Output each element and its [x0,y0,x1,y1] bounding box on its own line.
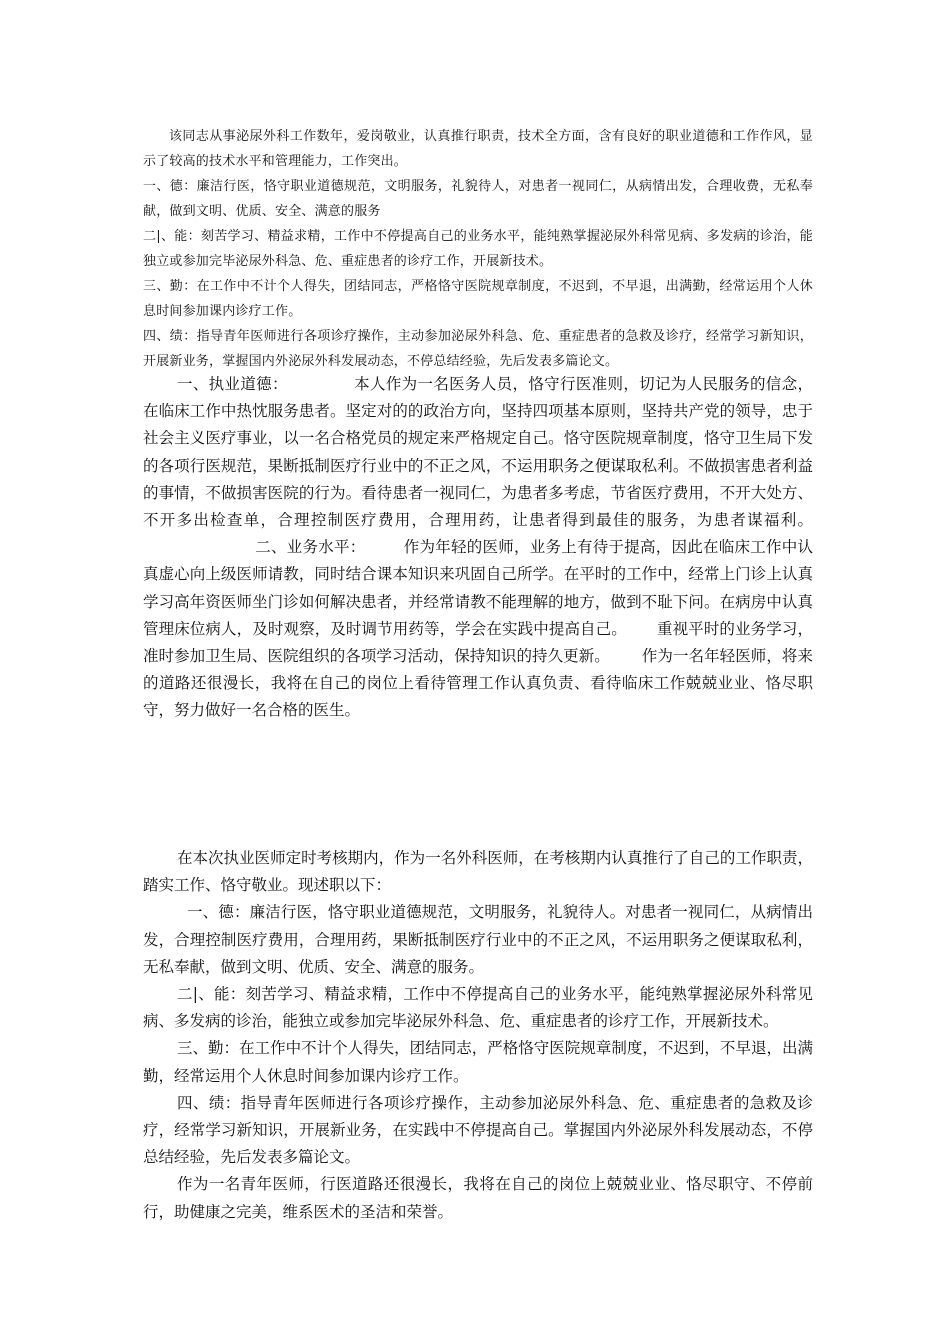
duty-report-intro: 在本次执业医师定时考核期内，作为一名外科医师，在考核期内认真推行了自己的工作职责，踏实工作、恪守敬业。现述职以下： [143,849,813,895]
evaluation-item-neng: 二|、能：刻苦学习、精益求精，工作中不停提高自己的业务水平，能纯熟掌握泌尿外科常见病、多发病的诊治，能独立或参加完毕泌尿外科急、危、重症患者的诊疗工作，开展新技术。 [143,229,813,269]
evaluation-item-de: 一、德：廉洁行医，恪守职业道德规范，文明服务，礼貌待人，对患者一视同仁，从病情出发，合理收费，无私奉献，做到文明、优质、安全、满意的服务 [143,179,813,219]
heading-professional-level: 二、业务水平： [255,538,366,557]
evaluation-item-qin: 三、勤：在工作中不计个人得失，团结同志，严格恪守医院规章制度，不迟到，不早退，出满勤，经常运用个人休息时间参加课内诊疗工作。 [143,279,813,319]
duty-item-neng: 二|、能：刻苦学习、精益求精，工作中不停提高自己的业务水平，能纯熟掌握泌尿外科常见病、多发病的诊治，能独立或参加完毕泌尿外科急、危、重症患者的诊疗工作，开展新技术。 [143,985,813,1031]
evaluation-summary-section [143,124,813,374]
self-report-section [143,371,813,725]
self-report-paragraph [143,371,813,725]
evaluation-item-ji: 四、绩：指导青年医师进行各项诊疗操作，主动参加泌尿外科急、危、重症患者的急救及诊疗，经常学习新知识，开展新业务，掌握国内外泌尿外科发展动态，不停总结经验，先后发表多篇论文。 [143,329,813,369]
duty-item-ji: 四、绩：指导青年医师进行各项诊疗操作，主动参加泌尿外科急、危、重症患者的急救及诊疗，经常学习新知识，开展新业务，在实践中不停提高自己。掌握国内外泌尿外科发展动态，不停总结经验，先后发表多篇论文。 [143,1093,813,1167]
ethics-text: 本人作为一名医务人员，恪守行医准则，切记为人民服务的信念，在临床工作中热忱服务患者。坚定对的的政治方向，坚持四项基本原则，坚持共产党的领导，忠于社会主义医疗事业，以一名合格党员的规定来严格规定自己。恪守医院规章制度，恪守卫生局下发的各项行医规范，果断抵制医疗行业中的不正之风，不运用职务之便谋取私利。不做损害患者利益的事情，不做损害医院的行为。看待患者一视同仁，为患者多考虑，节省医疗费用，不开大处方、不开多出检查单，合理控制医疗费用，合理用药，让患者得到最佳的服务，为患者谋福利。 [143,375,813,530]
duty-item-de: 一、德：廉洁行医，恪守职业道德规范，文明服务，礼貌待人。对患者一视同仁，从病情出发，合理控制医疗费用，合理用药，果断抵制医疗行业中的不正之风，不运用职务之便谋取私利，无私奉献，做到文明、优质、安全、满意的服务。 [143,903,813,976]
evaluation-intro: 该同志从事泌尿外科工作数年，爱岗敬业，认真推行职责，技术全方面，含有良好的职业道德和工作作风，显示了较高的技术水平和管理能力，工作突出。 [143,129,813,169]
duty-closing: 作为一名青年医师，行医道路还很漫长，我将在自己的岗位上兢兢业业、恪尽职守、不停前行，助健康之完美，维系医术的圣洁和荣誉。 [143,1175,813,1221]
study-text: 重视平时的业务学习，准时参加卫生局、医院组织的各项学习活动，保持知识的持久更新。 [143,619,813,666]
heading-professional-ethics: 一、执业道德： [177,375,288,393]
future-text: 作为一名年轻医师，将来的道路还很漫长，我将在自己的岗位上看待管理工作认真负责、看待临床工作兢兢业业、恪尽职守，努力做好一名合格的医生。 [143,647,813,720]
professional-level-text: 作为年轻的医师，业务上有待于提高，因此在临床工作中认真虚心向上级医师请教，同时结合课本知识来巩固自己所学。在平时的工作中，经常上门诊上认真学习高年资医师坐门诊如何解决患者，并经常请教不能理解的地方，做到不耻下问。在病房中认真管理床位病人，及时观察，及时调节用药等，学会在实践中提高自己。 [143,538,813,638]
duty-report-section [143,845,813,1226]
duty-item-qin: 三、勤：在工作中不计个人得失，团结同志，严格恪守医院规章制度，不迟到，不早退，出满勤，经常运用个人休息时间参加课内诊疗工作。 [143,1039,813,1085]
